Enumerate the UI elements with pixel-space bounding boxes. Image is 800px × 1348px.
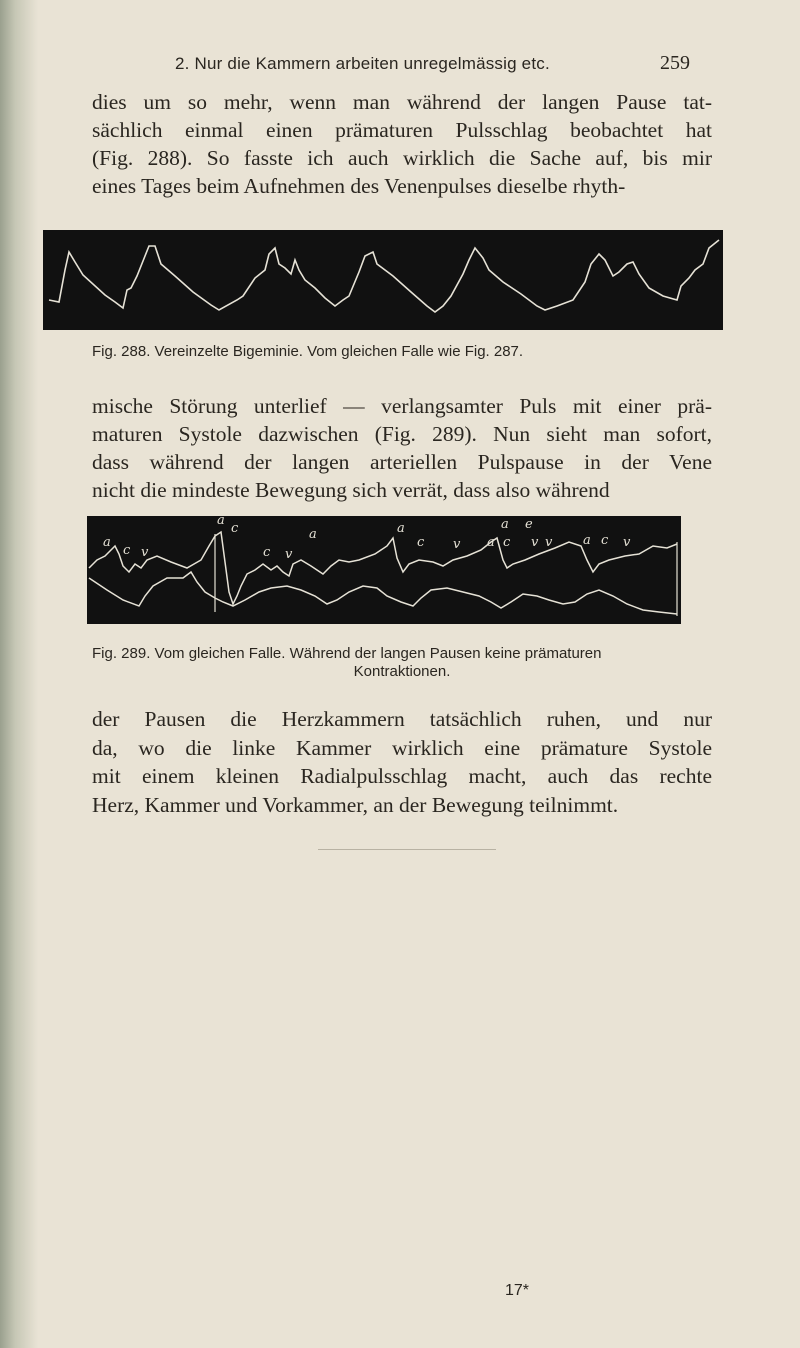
wave-label: e [525, 517, 533, 532]
paragraph-2 [92, 392, 712, 504]
text-line: der Pausen die Herzkammern tatsächlich ruhen, und nur [92, 707, 712, 731]
wave-label: v [623, 535, 631, 550]
figure-288-tracing [43, 230, 723, 330]
text-line: sächlich einmal einen prämaturen Pulsschlag beobachtet hat [92, 118, 712, 142]
wave-label: a [397, 521, 405, 536]
figure-289-caption-line2: Kontraktionen. [353, 663, 451, 680]
signature-mark: 17* [505, 1282, 530, 1299]
wave-label: a [309, 527, 317, 542]
wave-label: c [417, 535, 425, 550]
pulse-curve-289 [87, 516, 681, 624]
text-line: Herz, Kammer und Vorkammer, an der Bewegung teilnimmt. [92, 792, 619, 817]
wave-label: c [601, 533, 609, 548]
section-rule [318, 849, 496, 850]
figure-289-tracing [87, 516, 681, 624]
running-head-title: 2. Nur die Kammern arbeiten unregelmässig etc. [175, 54, 550, 73]
wave-label: v [141, 545, 149, 560]
wave-label: v [531, 535, 539, 550]
figure-289-caption-line1: Fig. 289. Vom gleichen Falle. Während der langen Pausen keine prämaturen [92, 645, 602, 662]
text-line: (Fig. 288). So fasste ich auch wirklich die Sache auf, bis mir [92, 146, 712, 170]
wave-label: v [545, 535, 553, 550]
wave-label: a [217, 516, 225, 528]
paragraph-3 [92, 705, 712, 819]
figure-289-caption [92, 645, 712, 681]
wave-label: c [123, 543, 131, 558]
page-number: 259 [660, 52, 690, 74]
pulse-curve-288 [43, 230, 723, 330]
wave-label: v [285, 547, 293, 562]
wave-label: c [503, 535, 511, 550]
text-line: mische Störung unterlief — verlangsamter Puls mit einer prä- [92, 394, 712, 418]
text-line: dies um so mehr, wenn man während der langen Pause tat- [92, 90, 712, 114]
text-line: mit einem kleinen Radialpulsschlag macht, auch das rechte [92, 764, 712, 788]
wave-label: v [453, 537, 461, 552]
wave-label: a [487, 535, 495, 550]
wave-label: c [263, 545, 271, 560]
wave-label: a [501, 517, 509, 532]
text-line: eines Tages beim Aufnehmen des Venenpulses dieselbe rhyth- [92, 174, 626, 198]
wave-label: a [103, 535, 111, 550]
text-line: maturen Systole dazwischen (Fig. 289). Nun sieht man sofort, [92, 422, 712, 446]
text-line: dass während der langen arteriellen Pulspause in der Vene [92, 450, 712, 474]
text-line: nicht die mindeste Bewegung sich verrät, dass also während [92, 478, 610, 502]
page-edge-shadow [0, 0, 38, 1348]
paragraph-1 [92, 88, 712, 200]
figure-288-caption: Fig. 288. Vereinzelte Bigeminie. Vom gleichen Falle wie Fig. 287. [92, 343, 524, 360]
text-line: da, wo die linke Kammer wirklich eine prämature Systole [92, 735, 712, 760]
wave-label: a [583, 533, 591, 548]
wave-label: c [231, 521, 239, 536]
